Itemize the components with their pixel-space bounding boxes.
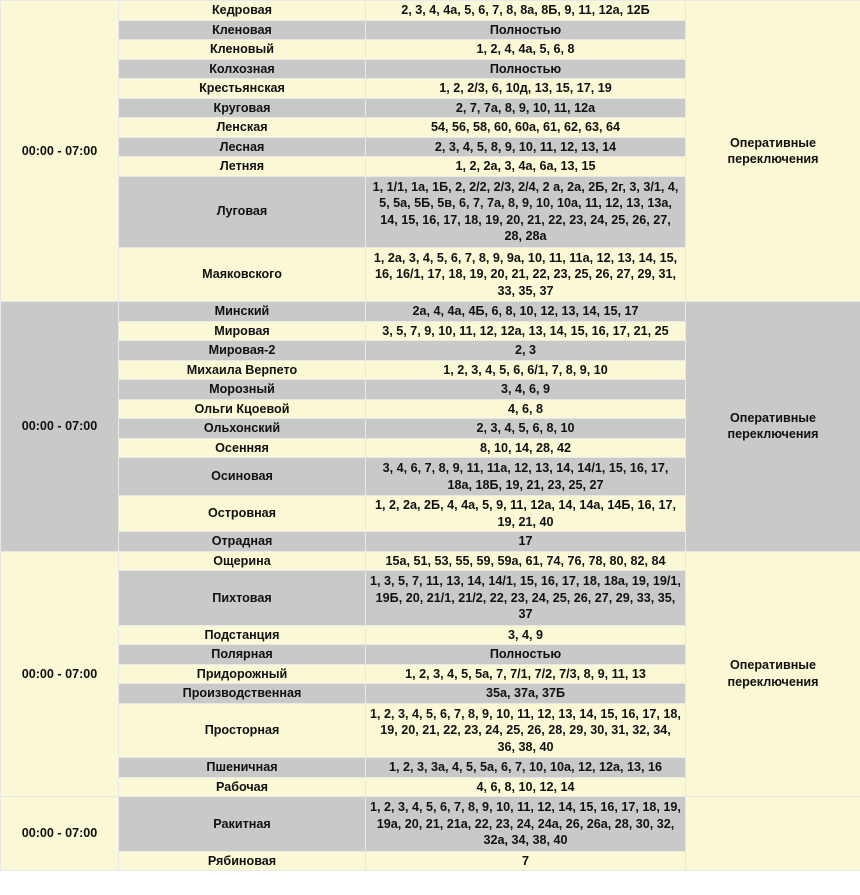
house-numbers-cell: 8, 10, 14, 28, 42 — [366, 438, 686, 458]
time-group — [1, 551, 860, 797]
street-name-cell: Лесная — [119, 137, 366, 157]
street-name-cell: Мировая-2 — [119, 341, 366, 361]
street-name-cell: Луговая — [119, 176, 366, 247]
street-name-cell: Летняя — [119, 157, 366, 177]
house-numbers-cell: 17 — [366, 532, 686, 552]
house-numbers-cell: 4, 6, 8 — [366, 399, 686, 419]
house-numbers-cell: 54, 56, 58, 60, 60а, 61, 62, 63, 64 — [366, 118, 686, 138]
house-numbers-cell: 1, 2, 3, 4, 5, 6, 6/1, 7, 8, 9, 10 — [366, 360, 686, 380]
outage-status-cell: Оперативные переключения — [686, 302, 860, 552]
street-name-cell: Пшеничная — [119, 758, 366, 778]
time-group — [1, 302, 860, 552]
house-numbers-cell: 1, 2, 4, 4а, 5, 6, 8 — [366, 40, 686, 60]
house-numbers-cell: 3, 4, 9 — [366, 625, 686, 645]
house-numbers-cell: 2, 3, 4, 5, 8, 9, 10, 11, 12, 13, 14 — [366, 137, 686, 157]
house-numbers-cell: Полностью — [366, 645, 686, 665]
house-numbers-cell: 2, 3, 4, 5, 6, 8, 10 — [366, 419, 686, 439]
house-numbers-cell: 2а, 4, 4а, 4Б, 6, 8, 10, 12, 13, 14, 15, 17 — [366, 302, 686, 322]
house-numbers-cell: 3, 4, 6, 9 — [366, 380, 686, 400]
house-numbers-cell: 1, 2, 2а, 2Б, 4, 4а, 5, 9, 11, 12а, 14, 14а, 14Б, 16, 17, 19, 21, 40 — [366, 496, 686, 532]
house-numbers-cell: 2, 7, 7а, 8, 9, 10, 11, 12а — [366, 98, 686, 118]
street-name-cell: Производственная — [119, 684, 366, 704]
table-row — [1, 797, 860, 852]
street-name-cell: Ракитная — [119, 797, 366, 852]
table-row — [1, 551, 860, 571]
street-name-cell: Ольги Кцоевой — [119, 399, 366, 419]
house-numbers-cell: 1, 2, 3, 4, 5, 6, 7, 8, 9, 10, 11, 12, 14, 15, 16, 17, 18, 19, 19а, 20, 21, 21а, 22, 23, 24, 24а, 26, 26а, 28, 30, 32, 32а, 34, 38, 40 — [366, 797, 686, 852]
street-name-cell: Ленская — [119, 118, 366, 138]
outage-time-cell: 00:00 - 07:00 — [1, 551, 119, 797]
street-name-cell: Кедровая — [119, 1, 366, 21]
street-name-cell: Осенняя — [119, 438, 366, 458]
street-name-cell: Колхозная — [119, 59, 366, 79]
time-group — [1, 797, 860, 871]
house-numbers-cell: 2, 3, 4, 4а, 5, 6, 7, 8, 8а, 8Б, 9, 11, 12а, 12Б — [366, 1, 686, 21]
street-name-cell: Маяковского — [119, 247, 366, 302]
street-name-cell: Островная — [119, 496, 366, 532]
street-name-cell: Кленовая — [119, 20, 366, 40]
house-numbers-cell: 3, 5, 7, 9, 10, 11, 12, 12а, 13, 14, 15, 16, 17, 21, 25 — [366, 321, 686, 341]
house-numbers-cell: 7 — [366, 851, 686, 871]
house-numbers-cell: 1, 3, 5, 7, 11, 13, 14, 14/1, 15, 16, 17, 18, 18а, 19, 19/1, 19Б, 20, 21/1, 21/2, 22, 23, 24, 25, 26, 27, 29, 33, 35, 37 — [366, 571, 686, 626]
street-name-cell: Полярная — [119, 645, 366, 665]
street-name-cell: Мировая — [119, 321, 366, 341]
house-numbers-cell: 1, 2, 2/3, 6, 10д, 13, 15, 17, 19 — [366, 79, 686, 99]
outage-time-cell: 00:00 - 07:00 — [1, 302, 119, 552]
house-numbers-cell: Полностью — [366, 59, 686, 79]
house-numbers-cell: 35а, 37а, 37Б — [366, 684, 686, 704]
house-numbers-cell: 3, 4, 6, 7, 8, 9, 11, 11а, 12, 13, 14, 14/1, 15, 16, 17, 18а, 18Б, 19, 21, 23, 25, 27 — [366, 458, 686, 496]
time-group — [1, 1, 860, 302]
table-row — [1, 302, 860, 322]
table-row — [1, 1, 860, 21]
street-name-cell: Круговая — [119, 98, 366, 118]
house-numbers-cell: 4, 6, 8, 10, 12, 14 — [366, 777, 686, 797]
house-numbers-cell: Полностью — [366, 20, 686, 40]
street-name-cell: Минский — [119, 302, 366, 322]
outage-time-cell: 00:00 - 07:00 — [1, 797, 119, 871]
house-numbers-cell: 1, 2, 3, 4, 5, 5а, 7, 7/1, 7/2, 7/3, 8, 9, 11, 13 — [366, 664, 686, 684]
house-numbers-cell: 15а, 51, 53, 55, 59, 59а, 61, 74, 76, 78, 80, 82, 84 — [366, 551, 686, 571]
house-numbers-cell: 2, 3 — [366, 341, 686, 361]
street-name-cell: Кленовый — [119, 40, 366, 60]
street-name-cell: Морозный — [119, 380, 366, 400]
street-name-cell: Михаила Верпето — [119, 360, 366, 380]
street-name-cell: Крестьянская — [119, 79, 366, 99]
street-name-cell: Просторная — [119, 703, 366, 758]
outage-status-cell — [686, 797, 860, 871]
street-name-cell: Пихтовая — [119, 571, 366, 626]
street-name-cell: Осиновая — [119, 458, 366, 496]
outage-status-cell: Оперативные переключения — [686, 551, 860, 797]
street-name-cell: Ощерина — [119, 551, 366, 571]
outage-status-cell: Оперативные переключения — [686, 1, 860, 302]
street-name-cell: Рабочая — [119, 777, 366, 797]
street-name-cell: Подстанция — [119, 625, 366, 645]
house-numbers-cell: 1, 2, 3, 3а, 4, 5, 5а, 6, 7, 10, 10а, 12, 12а, 13, 16 — [366, 758, 686, 778]
street-name-cell: Отрадная — [119, 532, 366, 552]
house-numbers-cell: 1, 2, 3, 4, 5, 6, 7, 8, 9, 10, 11, 12, 13, 14, 15, 16, 17, 18, 19, 20, 21, 22, 23, 24, 25, 26, 28, 29, 30, 31, 32, 34, 36, 38, 40 — [366, 703, 686, 758]
house-numbers-cell: 1, 2, 2а, 3, 4а, 6а, 13, 15 — [366, 157, 686, 177]
street-name-cell: Рябиновая — [119, 851, 366, 871]
outage-time-cell: 00:00 - 07:00 — [1, 1, 119, 302]
house-numbers-cell: 1, 1/1, 1а, 1Б, 2, 2/2, 2/3, 2/4, 2 а, 2а, 2Б, 2г, 3, 3/1, 4, 5, 5а, 5Б, 5в, 6, 7, 7а, 8, 9, 10, 10а, 11, 12, 13, 13а, 14, 15, 16, 17, 18, 19, 20, 21, 22, 23, 24, 25, 26, 27, 28, 28а — [366, 176, 686, 247]
street-name-cell: Ольхонский — [119, 419, 366, 439]
house-numbers-cell: 1, 2а, 3, 4, 5, 6, 7, 8, 9, 9а, 10, 11, 11а, 12, 13, 14, 15, 16, 16/1, 17, 18, 19, 20, 21, 22, 23, 25, 26, 27, 29, 31, 33, 35, 37 — [366, 247, 686, 302]
street-name-cell: Придорожный — [119, 664, 366, 684]
